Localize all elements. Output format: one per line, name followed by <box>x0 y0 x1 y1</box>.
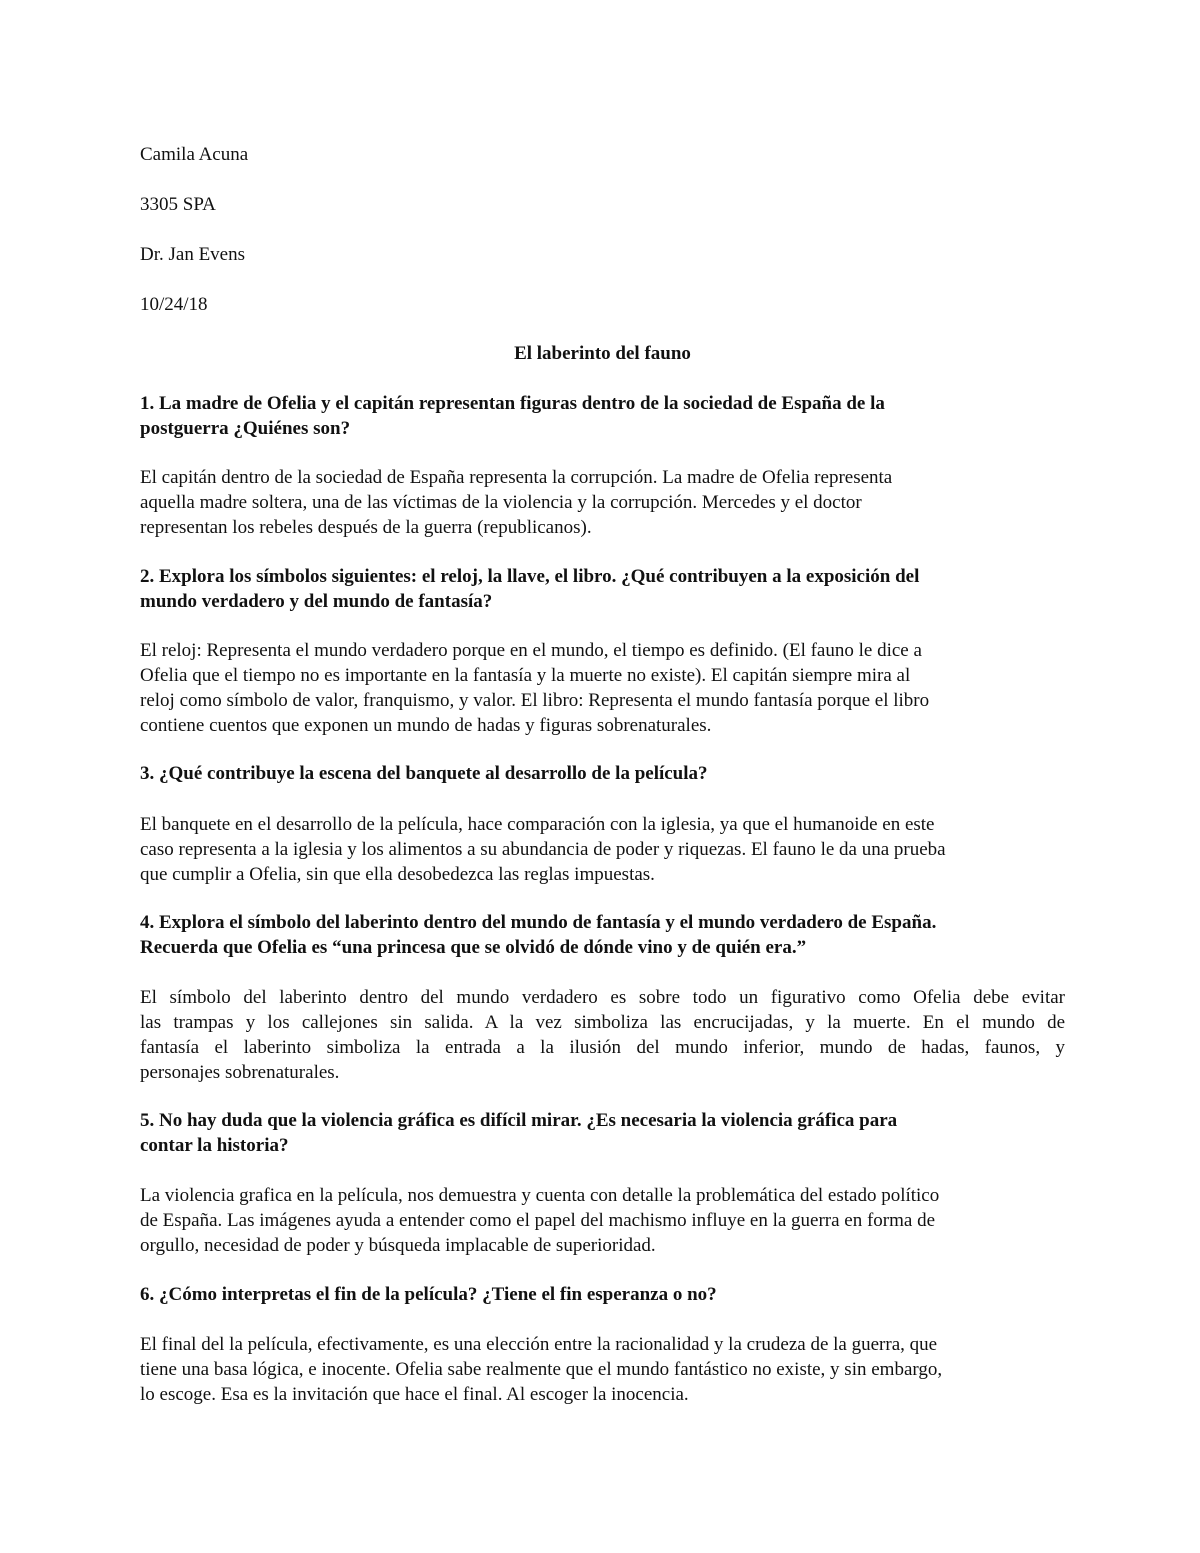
question-3 <box>140 761 1065 786</box>
answer-line: El capitán dentro de la sociedad de España representa la corrupción. La madre de Ofelia representa <box>140 467 893 488</box>
question-line: 1. La madre de Ofelia y el capitán representan figuras dentro de la sociedad de España de la <box>140 393 885 414</box>
answer-line: tiene una basa lógica, e inocente. Ofelia sabe realmente que el mundo fantástico no existe, y sin embargo, <box>140 1359 943 1380</box>
answer-line: El símbolo del laberinto dentro del mundo verdadero es sobre todo un figurativo como Ofelia debe evitar <box>140 987 1065 1008</box>
answer-line: de España. Las imágenes ayuda a entender como el papel del machismo influye en la guerra en forma de <box>140 1210 936 1231</box>
answer-line: caso representa a la iglesia y los alimentos a su abundancia de poder y riquezas. El fauno le da una prueba <box>140 839 946 860</box>
question-4 <box>140 910 1065 960</box>
question-line: contar la historia? <box>140 1135 289 1156</box>
question-5 <box>140 1108 1065 1158</box>
answer-line: Ofelia que el tiempo no es importante en la fantasía y la muerte no existe). El capitán siempre mira al <box>140 665 911 686</box>
question-line: Recuerda que Ofelia es “una princesa que se olvidó de dónde vino y de quién era.” <box>140 937 807 958</box>
answer-2 <box>140 638 1065 738</box>
answer-line: contiene cuentos que exponen un mundo de hadas y figuras sobrenaturales. <box>140 715 712 736</box>
question-line: 2. Explora los símbolos siguientes: el reloj, la llave, el libro. ¿Qué contribuyen a la exposición del <box>140 566 920 587</box>
question-line: mundo verdadero y del mundo de fantasía? <box>140 591 493 612</box>
answer-1 <box>140 465 1065 540</box>
answer-line: orgullo, necesidad de poder y búsqueda implacable de superioridad. <box>140 1235 656 1256</box>
question-line: 3. ¿Qué contribuye la escena del banquete al desarrollo de la película? <box>140 763 708 784</box>
answer-5 <box>140 1183 1065 1258</box>
question-line: 6. ¿Cómo interpretas el fin de la película? ¿Tiene el fin esperanza o no? <box>140 1284 717 1305</box>
answer-6 <box>140 1332 1065 1407</box>
answer-3 <box>140 812 1065 887</box>
course: 3305 SPA <box>140 194 216 215</box>
author-name: Camila Acuna <box>140 144 249 165</box>
question-1 <box>140 391 1065 441</box>
answer-line: personajes sobrenaturales. <box>140 1062 340 1083</box>
answer-line: las trampas y los callejones sin salida. A la vez simboliza las encrucijadas, y la muerte. En el mundo de <box>140 1012 1065 1033</box>
question-2 <box>140 564 1065 614</box>
answer-line: El banquete en el desarrollo de la película, hace comparación con la iglesia, ya que el humanoide en este <box>140 814 935 835</box>
answer-line: El final del la película, efectivamente, es una elección entre la racionalidad y la crudeza de la guerra, que <box>140 1334 938 1355</box>
question-6 <box>140 1282 1065 1307</box>
date: 10/24/18 <box>140 294 208 315</box>
professor: Dr. Jan Evens <box>140 244 246 265</box>
answer-line: que cumplir a Ofelia, sin que ella desobedezca las reglas impuestas. <box>140 864 655 885</box>
answer-line: representan los rebeles después de la guerra (republicanos). <box>140 517 592 538</box>
question-line: 5. No hay duda que la violencia gráfica es difícil mirar. ¿Es necesaria la violencia gráfica para <box>140 1110 898 1131</box>
answer-line: El reloj: Representa el mundo verdadero porque en el mundo, el tiempo es definido. (El fauno le dice a <box>140 640 922 661</box>
answer-line: reloj como símbolo de valor, franquismo, y valor. El libro: Representa el mundo fantasía porque el libro <box>140 690 930 711</box>
answer-line: aquella madre soltera, una de las víctimas de la violencia y la corrupción. Mercedes y el doctor <box>140 492 862 513</box>
answer-line: fantasía el laberinto simboliza la entrada a la ilusión del mundo inferior, mundo de hadas, faunos, y <box>140 1037 1065 1058</box>
answer-line: lo escoge. Esa es la invitación que hace el final. Al escoger la inocencia. <box>140 1384 689 1405</box>
answer-line: La violencia grafica en la película, nos demuestra y cuenta con detalle la problemática del estado político <box>140 1185 940 1206</box>
document-title: El laberinto del fauno <box>514 343 691 364</box>
question-line: postguerra ¿Quiénes son? <box>140 418 351 439</box>
question-line: 4. Explora el símbolo del laberinto dentro del mundo de fantasía y el mundo verdadero de España. <box>140 912 937 933</box>
answer-4 <box>140 985 1065 1085</box>
